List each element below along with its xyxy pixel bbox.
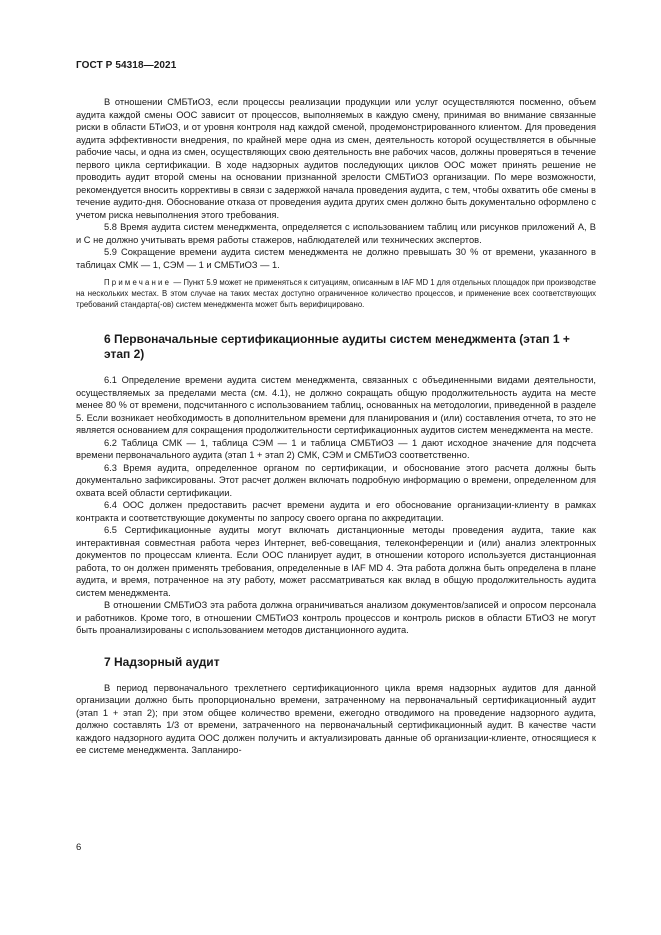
paragraph-6-5: 6.5 Сертификационные аудиты могут включать дистанционные методы проведения аудита, такие как интерактивная совместная работа через Интернет, веб-совещания, телеконференции и (или) анализ электронных документов по процессам клиента. Если ООС планирует аудит, в отношении которого используется дистанционная работа, то он должен применять требования, определенные в IAF MD 4. Эта работа должна быть определена в плане аудита, и время, потраченное на эту работу, может рассматриваться как вклад в общую продолжительность аудита систем менеджмента. — [76, 525, 596, 598]
note-5-9 — [76, 277, 596, 310]
section-6-heading: 6 Первоначальные сертификационные аудиты систем менеджмента (этап 1 + этап 2) — [104, 332, 570, 361]
paragraph-5-8: 5.8 Время аудита систем менеджмента, определяется с использованием таблиц или рисунков приложений А, В и С не должно учитывать время работы стажеров, наблюдателей или технических экспертов. — [76, 222, 596, 245]
note-label: Примечание — [104, 278, 172, 287]
section-7-heading: 7 Надзорный аудит — [104, 654, 220, 669]
paragraph-6-2: 6.2 Таблица СМК — 1, таблица СЭМ — 1 и таблица СМБТиОЗ — 1 дают исходное значение для подсчета времени первоначального аудита (этап 1 + этап 2) СМК, СЭМ и СМБТиОЗ соответственно. — [76, 437, 596, 460]
paragraph-6-4: 6.4 ООС должен предоставить расчет времени аудита и его обоснование организации-клиенту в рамках контракта и соответствующие документы по запросу своего органа по аккредитации. — [76, 500, 596, 523]
page-number: 6 — [76, 842, 82, 853]
paragraph-shifts: В отношении СМБТиОЗ, если процессы реализации продукции или услуг осуществляются посменно, объем аудита каждой смены ООС зависит от процессов, выполняемых в каждую смену, принимая во внимание связанные риски в области БТиОЗ, и от уровня контроля над каждой сменой, продемонстрированного клиентом. Для проведения аудита эффективности внедрения, по крайней мере одна из смен, деятельность которой осуществляется в обычные рабочие часы, и одна из смен, осуществляющих свою деятельность вне рабочих часов, должны проверяться в течение первого цикла сертификации. В ходе надзорных аудитов последующих циклов ООС может принять решение не проводить аудит второй смены на основании признанной зрелости СМБТиОЗ организации. По мере возможности, рекомендуется вносить коррективы в связи с задержкой начала проведения аудита, с тем, чтобы охватить обе смены в течение аудито-дня. Обоснование отказа от проведения аудита других смен должно быть документально оформлено с учетом риска невыполнения этого требования. — [76, 97, 596, 220]
paragraph-5-9: 5.9 Сокращение времени аудита систем менеджмента не должно превышать 30 % от времени, указанного в таблицах СМК — 1, СЭМ — 1 и СМБТиОЗ — 1. — [76, 247, 596, 270]
document-header: ГОСТ Р 54318—2021 — [76, 60, 177, 71]
paragraph-6-5-ohs: В отношении СМБТиОЗ эта работа должна ограничиваться анализом документов/записей и опросом персонала и работников. Кроме того, в отношении СМБТиОЗ контроль процессов и контроль рисков в области БТиОЗ не могут быть проанализированы с использованием методов дистанционного аудита. — [76, 600, 596, 635]
note-text: — Пункт 5.9 может не применяться к ситуациям, описанным в IAF MD 1 для отдельных площадок при производстве на нескольких местах. В этом случае на таких местах доступно ограниченное количество процессов, и применение всех соответствующих требований стандарта(-ов) систем менеджмента может быть верифицировано. — [76, 278, 596, 309]
paragraph-7-intro: В период первоначального трехлетнего сертификационного цикла время надзорных аудитов для данной организации должно быть пропорционально времени, затраченному на первоначальный сертификационный аудит (этап 1 + этап 2); при этом общее количество времени, ежегодно отводимого на проведение надзорного аудита, должно составлять 1/3 от времени, затраченного на первоначальный сертификационный аудит. В качестве части каждого надзорного аудита ООС должен получить и актуализировать данные об организации-клиенте, относящиеся к ее системе менеджмента. Запланиро- — [76, 682, 596, 755]
document-body — [76, 96, 596, 757]
paragraph-6-3: 6.3 Время аудита, определенное органом по сертификации, и обоснование этого расчета должны быть документально зафиксированы. Этот расчет должен включать подробную информацию о времени, определенном для охвата всей области сертификации. — [76, 462, 596, 498]
paragraph-6-1: 6.1 Определение времени аудита систем менеджмента, связанных с объединенными видами деятельности, осуществляемых за пределами места (см. 4.1), не должно сокращать общую продолжительность аудита на месте менее 80 % от времени, подсчитанного с использованием таблиц, основанных на методологии, приведенной в разделе 5. Если возникает необходимость в дополнительном времени для планирования и (или) составления отчета, то это не является основанием для сокращения продолжительности сертификационных аудитов систем менеджмента на месте. — [76, 375, 596, 435]
